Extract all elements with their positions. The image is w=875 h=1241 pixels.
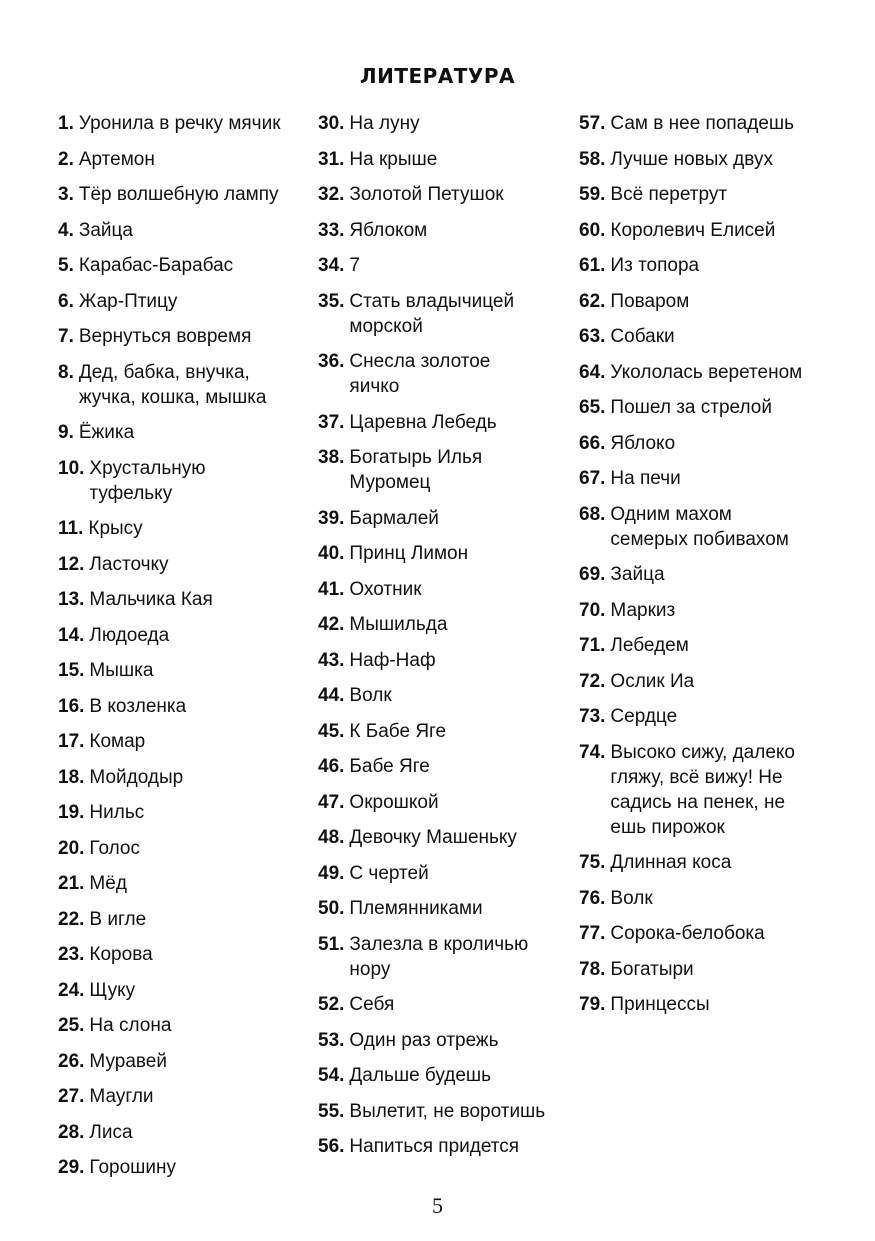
answer-text: Богатыри bbox=[610, 958, 694, 980]
answer-number: 69. bbox=[579, 564, 606, 585]
answer-item bbox=[318, 147, 568, 172]
answer-number: 54. bbox=[318, 1065, 345, 1086]
answer-item bbox=[58, 1013, 308, 1038]
answer-number: 58. bbox=[579, 148, 606, 170]
answer-text: Маркиз bbox=[610, 599, 676, 621]
answer-text: Мальчика Кая bbox=[89, 589, 213, 610]
answer-number: 22. bbox=[58, 908, 85, 930]
answer-number: 26. bbox=[58, 1050, 85, 1072]
answer-item bbox=[58, 456, 308, 506]
answer-item bbox=[318, 612, 568, 637]
answer-item bbox=[318, 896, 568, 921]
answer-number: 18. bbox=[58, 766, 85, 788]
answer-number: 41. bbox=[318, 578, 345, 600]
answer-number: 59. bbox=[579, 184, 606, 205]
answer-text: Яблоком bbox=[349, 219, 428, 241]
answer-item bbox=[58, 289, 308, 314]
answer-text: Волк bbox=[610, 887, 653, 909]
answer-number: 34. bbox=[318, 255, 345, 276]
answer-number: 5. bbox=[58, 255, 74, 276]
answer-item bbox=[579, 886, 849, 911]
answer-item bbox=[579, 957, 849, 982]
answer-text: В игле bbox=[89, 908, 147, 930]
answer-text: Мышильда bbox=[349, 614, 448, 635]
answer-number: 44. bbox=[318, 685, 345, 706]
answer-item bbox=[579, 182, 849, 207]
answer-text: Маугли bbox=[89, 1086, 154, 1107]
answer-number: 15. bbox=[58, 660, 85, 681]
answer-text: Людоеда bbox=[89, 624, 170, 646]
answer-item bbox=[58, 324, 308, 349]
answer-text: В козленка bbox=[89, 695, 187, 717]
answer-text: Мышка bbox=[89, 660, 154, 681]
answer-number: 23. bbox=[58, 944, 85, 965]
answer-text: Один раз отрежь bbox=[349, 1029, 499, 1051]
answer-number: 13. bbox=[58, 589, 85, 610]
answer-number: 52. bbox=[318, 994, 345, 1015]
answer-text: Горошину bbox=[89, 1157, 176, 1178]
answer-text: Себя bbox=[349, 994, 395, 1015]
answer-text: Всё перетрут bbox=[610, 184, 728, 205]
answer-item bbox=[579, 562, 849, 587]
answer-text: Золотой Петушок bbox=[349, 184, 504, 205]
answer-number: 56. bbox=[318, 1136, 345, 1157]
answer-text: Зайца bbox=[610, 564, 665, 585]
answer-item bbox=[58, 765, 308, 790]
answer-text: Ослик Иа bbox=[610, 670, 695, 692]
answer-item bbox=[318, 253, 568, 278]
answer-number: 63. bbox=[579, 326, 606, 347]
answer-number: 79. bbox=[579, 994, 606, 1015]
answer-text: Сам в нее попадешь bbox=[610, 113, 795, 134]
answer-text: Хрустальную туфельку bbox=[89, 457, 206, 504]
answer-item bbox=[579, 289, 849, 314]
answer-number: 1. bbox=[58, 113, 74, 134]
answer-item bbox=[579, 395, 849, 420]
answer-number: 48. bbox=[318, 827, 345, 848]
answer-text: Бармалей bbox=[349, 507, 439, 529]
answer-text: Богатырь Илья Муромец bbox=[349, 447, 483, 493]
answer-number: 27. bbox=[58, 1086, 85, 1107]
answer-text: Вылетит, не воротишь bbox=[349, 1100, 546, 1122]
answer-item bbox=[579, 502, 849, 552]
answer-number: 36. bbox=[318, 351, 345, 372]
answer-text: Дед, бабка, внучка, жучка, кошка, мышка bbox=[78, 361, 267, 408]
answer-number: 53. bbox=[318, 1029, 345, 1051]
answer-item bbox=[318, 1134, 568, 1159]
answer-text: Крысу bbox=[88, 518, 143, 539]
answer-text: Тёр волшебную лампу bbox=[78, 184, 279, 205]
answer-text: На луну bbox=[349, 113, 420, 134]
answer-text: Артемон bbox=[78, 148, 155, 170]
answer-item bbox=[58, 360, 308, 410]
answer-number: 70. bbox=[579, 599, 606, 621]
answer-item bbox=[58, 218, 308, 243]
answer-text: Голос bbox=[89, 837, 140, 859]
answer-item bbox=[318, 754, 568, 779]
answer-text: Комар bbox=[89, 731, 146, 752]
answer-number: 65. bbox=[579, 397, 606, 418]
answer-item bbox=[579, 111, 849, 136]
answer-number: 9. bbox=[58, 422, 74, 443]
answer-number: 49. bbox=[318, 862, 345, 884]
answer-number: 66. bbox=[579, 432, 606, 454]
answer-number: 8. bbox=[58, 361, 74, 383]
answer-text: Снесла золотое яичко bbox=[349, 351, 491, 397]
answer-item bbox=[58, 871, 308, 896]
answer-number: 32. bbox=[318, 184, 345, 205]
answer-text: Залезла в кроличью нору bbox=[349, 933, 529, 980]
answer-number: 21. bbox=[58, 873, 85, 894]
answer-text: Щуку bbox=[89, 979, 136, 1001]
answer-text: Ёжика bbox=[78, 422, 135, 443]
answer-item bbox=[58, 907, 308, 932]
answer-item bbox=[318, 719, 568, 744]
answer-text: Бабе Яге bbox=[349, 756, 430, 777]
answer-number: 40. bbox=[318, 543, 345, 564]
answer-number: 19. bbox=[58, 802, 85, 823]
page-title: ЛИТЕРАТУРА bbox=[360, 64, 515, 88]
answer-number: 51. bbox=[318, 933, 345, 955]
answer-item bbox=[58, 978, 308, 1003]
answer-text: Окрошкой bbox=[349, 791, 439, 813]
answer-item bbox=[58, 182, 308, 207]
answer-text: Мойдодыр bbox=[89, 766, 184, 788]
answer-item bbox=[579, 992, 849, 1017]
answer-item bbox=[318, 445, 568, 495]
answer-item bbox=[58, 147, 308, 172]
answer-number: 4. bbox=[58, 219, 74, 241]
answer-number: 38. bbox=[318, 447, 345, 468]
answer-number: 50. bbox=[318, 898, 345, 919]
answer-text: Принцессы bbox=[610, 994, 710, 1015]
answer-text: Яблоко bbox=[610, 432, 676, 454]
answer-text: Нильс bbox=[89, 802, 145, 823]
answer-text: Дальше будешь bbox=[349, 1065, 492, 1086]
answer-item bbox=[318, 289, 568, 339]
answer-item bbox=[579, 253, 849, 278]
answer-item bbox=[579, 921, 849, 946]
answer-number: 30. bbox=[318, 113, 345, 134]
answer-text: Мёд bbox=[89, 873, 127, 894]
answer-item bbox=[58, 516, 308, 541]
answer-number: 57. bbox=[579, 113, 606, 134]
answer-text: Королевич Елисей bbox=[610, 219, 776, 241]
answer-text: Сердце bbox=[610, 706, 678, 727]
answer-text: Из топора bbox=[610, 255, 700, 276]
answer-item bbox=[579, 466, 849, 491]
answer-item bbox=[579, 633, 849, 658]
answer-text: Поваром bbox=[610, 290, 690, 312]
answer-item bbox=[318, 648, 568, 673]
answer-item bbox=[58, 623, 308, 648]
answer-item bbox=[58, 942, 308, 967]
answer-item bbox=[318, 1099, 568, 1124]
answer-number: 10. bbox=[58, 457, 85, 479]
answer-number: 61. bbox=[579, 255, 606, 276]
answer-column-2 bbox=[318, 111, 568, 1170]
answer-item bbox=[318, 932, 568, 982]
answer-text: На крыше bbox=[349, 148, 438, 170]
answer-text: Напиться придется bbox=[349, 1136, 520, 1157]
answer-number: 37. bbox=[318, 411, 345, 433]
answer-text: Длинная коса bbox=[610, 852, 732, 873]
answer-number: 72. bbox=[579, 670, 606, 692]
answer-number: 28. bbox=[58, 1121, 85, 1143]
answer-text: С чертей bbox=[349, 862, 429, 884]
answer-item bbox=[58, 694, 308, 719]
answer-column-3 bbox=[579, 111, 849, 1028]
answer-text: Жар-Птицу bbox=[78, 290, 178, 312]
answer-number: 11. bbox=[58, 518, 84, 539]
answer-item bbox=[318, 825, 568, 850]
answer-number: 35. bbox=[318, 290, 345, 312]
answer-text: Собаки bbox=[610, 326, 675, 347]
answer-number: 25. bbox=[58, 1015, 85, 1036]
answer-number: 7. bbox=[58, 326, 74, 347]
answer-number: 78. bbox=[579, 958, 606, 980]
answer-number: 24. bbox=[58, 979, 85, 1001]
answer-item bbox=[318, 541, 568, 566]
answer-number: 12. bbox=[58, 553, 85, 575]
answer-text: Укололась веретеном bbox=[610, 361, 803, 383]
answer-number: 45. bbox=[318, 720, 345, 742]
answer-item bbox=[318, 506, 568, 531]
answer-text: Лебедем bbox=[610, 635, 689, 656]
answer-text: Стать владычицей морской bbox=[349, 290, 515, 337]
answer-item bbox=[58, 836, 308, 861]
answer-number: 62. bbox=[579, 290, 606, 312]
answer-text: Зайца bbox=[78, 219, 133, 241]
answer-text: Уронила в речку мячик bbox=[78, 113, 281, 134]
answer-number: 29. bbox=[58, 1157, 85, 1178]
answer-text: На слона bbox=[89, 1015, 172, 1036]
answer-column-1 bbox=[58, 111, 308, 1191]
answer-text: 7 bbox=[349, 255, 360, 276]
answer-text: Наф-Наф bbox=[349, 649, 436, 671]
answer-text: Высоко сижу, далеко гляжу, всё вижу! Не садись на пенек, не ешь пирожок bbox=[610, 741, 795, 838]
answer-text: Одним махом семерых побивахом bbox=[610, 503, 789, 550]
answer-number: 39. bbox=[318, 507, 345, 529]
answer-text: Пошел за стрелой bbox=[610, 397, 772, 418]
answer-text: Лучше новых двух bbox=[610, 148, 773, 170]
answer-number: 20. bbox=[58, 837, 85, 859]
answer-item bbox=[58, 1120, 308, 1145]
answer-text: Карабас-Барабас bbox=[78, 255, 234, 276]
answer-number: 75. bbox=[579, 852, 606, 873]
answer-text: Ласточку bbox=[89, 553, 169, 575]
answer-item bbox=[58, 420, 308, 445]
answer-number: 68. bbox=[579, 503, 606, 525]
answer-item bbox=[58, 552, 308, 577]
answer-text: Сорока-белобока bbox=[610, 923, 765, 944]
answer-item bbox=[318, 577, 568, 602]
answer-text: На печи bbox=[610, 468, 681, 489]
answer-item bbox=[318, 790, 568, 815]
page-number: 5 bbox=[432, 1193, 443, 1218]
answer-number: 55. bbox=[318, 1100, 345, 1122]
answer-text: Муравей bbox=[89, 1050, 167, 1072]
answer-text: К Бабе Яге bbox=[349, 720, 447, 742]
answer-number: 17. bbox=[58, 731, 85, 752]
answer-number: 14. bbox=[58, 624, 85, 646]
answer-item bbox=[579, 324, 849, 349]
answer-text: Лиса bbox=[89, 1121, 133, 1143]
answer-item bbox=[579, 360, 849, 385]
answer-text: Корова bbox=[89, 944, 153, 965]
answer-item bbox=[579, 740, 849, 840]
answer-number: 60. bbox=[579, 219, 606, 241]
answer-number: 43. bbox=[318, 649, 345, 671]
answer-number: 42. bbox=[318, 614, 345, 635]
answer-text: Охотник bbox=[349, 578, 422, 600]
answer-item bbox=[318, 349, 568, 399]
answer-text: Вернуться вовремя bbox=[78, 326, 252, 347]
answer-text: Племянниками bbox=[349, 898, 483, 919]
answer-item bbox=[318, 992, 568, 1017]
answer-item bbox=[58, 1155, 308, 1180]
answer-text: Девочку Машеньку bbox=[349, 827, 517, 848]
answer-number: 74. bbox=[579, 741, 606, 763]
answer-number: 67. bbox=[579, 468, 606, 489]
answer-number: 64. bbox=[579, 361, 606, 383]
answer-item bbox=[579, 850, 849, 875]
answer-item bbox=[318, 182, 568, 207]
answer-item bbox=[579, 431, 849, 456]
answer-number: 16. bbox=[58, 695, 85, 717]
answer-text: Волк bbox=[349, 685, 392, 706]
answer-text: Принц Лимон bbox=[349, 543, 469, 564]
answer-item bbox=[58, 658, 308, 683]
answer-item bbox=[58, 253, 308, 278]
answer-item bbox=[579, 669, 849, 694]
answer-item bbox=[58, 1049, 308, 1074]
answer-number: 73. bbox=[579, 706, 606, 727]
answer-item bbox=[318, 218, 568, 243]
answer-item bbox=[579, 598, 849, 623]
answer-number: 3. bbox=[58, 184, 74, 205]
answer-item bbox=[318, 410, 568, 435]
answer-item bbox=[579, 704, 849, 729]
answer-item bbox=[58, 587, 308, 612]
answer-item bbox=[579, 147, 849, 172]
answer-text: Царевна Лебедь bbox=[349, 411, 497, 433]
answer-item bbox=[318, 1063, 568, 1088]
answer-item bbox=[58, 729, 308, 754]
answer-number: 31. bbox=[318, 148, 345, 170]
answer-number: 77. bbox=[579, 923, 606, 944]
answer-item bbox=[318, 683, 568, 708]
answer-number: 6. bbox=[58, 290, 74, 312]
answer-number: 2. bbox=[58, 148, 74, 170]
answer-item bbox=[318, 111, 568, 136]
answer-number: 46. bbox=[318, 756, 345, 777]
answer-number: 47. bbox=[318, 791, 345, 813]
answer-item bbox=[58, 111, 308, 136]
answer-item bbox=[318, 1028, 568, 1053]
answer-number: 76. bbox=[579, 887, 606, 909]
answer-item bbox=[318, 861, 568, 886]
answer-item bbox=[579, 218, 849, 243]
answer-number: 71. bbox=[579, 635, 606, 656]
answer-item bbox=[58, 1084, 308, 1109]
answer-number: 33. bbox=[318, 219, 345, 241]
answer-item bbox=[58, 800, 308, 825]
